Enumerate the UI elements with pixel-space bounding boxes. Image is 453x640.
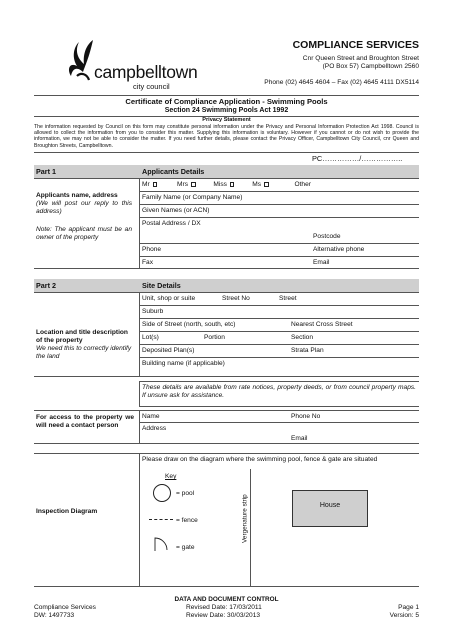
header-address-2: (PO Box 57) Campbelltown 2560 <box>322 63 419 70</box>
house-label: House <box>319 502 341 509</box>
logo-name: campbelltown <box>94 62 198 82</box>
title-miss-checkbox[interactable] <box>230 182 235 187</box>
pool-key-label: = pool <box>176 490 195 497</box>
site-details-note: These details are available from rate notices, property deeds, or from council property maps. If unsure ask for assistance. <box>142 384 416 399</box>
footer-title: DATA AND DOCUMENT CONTROL <box>174 596 279 603</box>
page-title: COMPLIANCE SERVICES <box>292 39 419 51</box>
part1-header-bar <box>34 165 419 178</box>
gate-key-label: = gate <box>176 544 195 551</box>
part2-label: Part 2 <box>36 281 56 290</box>
verge-label: Vergenature strip <box>241 494 249 544</box>
title-ms-label: Ms <box>252 181 262 188</box>
phone-field[interactable]: Phone <box>142 246 162 253</box>
part1-side-note: (We will post our reply to this address) <box>36 200 132 215</box>
email-field[interactable]: Email <box>313 259 330 266</box>
family-name-field[interactable]: Family Name (or Company Name) <box>142 194 243 201</box>
unit-field[interactable]: Unit, shop or suite <box>142 295 196 302</box>
part2-side-title: Location and title description of the property <box>36 329 128 344</box>
form-title: Certificate of Compliance Application - Swimming Pools <box>125 97 328 106</box>
street-no-field[interactable]: Street No <box>222 295 250 302</box>
key-label: Key <box>165 473 177 480</box>
footer-left-1: Compliance Services <box>34 604 96 611</box>
title-miss-label: Miss <box>213 181 227 188</box>
part1-side-note-2: Note: The applicant must be an owner of the property <box>36 226 132 241</box>
fence-key-icon <box>149 519 173 520</box>
privacy-text: The information requested by Council on this form may constitute personal information under the Privacy and Personal Information Protection Act 1998. Council is allowed to collect the information from you to consider this matter. Supplying this information is voluntary. However if you cannot or do not wish to provide the information, we may not be able to consider the matter. If you need further details, please contact the Privacy Officer, Campbelltown City Council, cnr Queen and Broughton Streets, Campbelltown. <box>34 124 419 149</box>
alt-phone-field[interactable]: Alternative phone <box>313 246 365 253</box>
title-mrs-label: Mrs <box>177 181 189 188</box>
postal-address-field[interactable]: Postal Address / DX <box>142 220 201 227</box>
lots-field[interactable]: Lot(s) <box>142 334 159 341</box>
portion-field[interactable]: Portion <box>204 334 225 341</box>
contact-address-field[interactable]: Address <box>142 425 167 432</box>
fax-field[interactable]: Fax <box>142 259 153 266</box>
part2-side-note: We need this to correctly identify the land <box>36 345 132 360</box>
given-names-field[interactable]: Given Names (or ACN) <box>142 207 210 214</box>
side-of-street-field[interactable]: Side of Street (north, south, etc) <box>142 321 236 328</box>
title-options <box>142 181 417 189</box>
footer-left-2: DW: 1497733 <box>34 612 75 619</box>
postcode-field[interactable]: Postcode <box>313 233 341 240</box>
pool-key-icon <box>153 484 171 502</box>
footer-revised-date: Revised Date: 17/03/2011 <box>186 604 262 611</box>
contact-phone-field[interactable]: Phone No <box>291 413 321 420</box>
street-field[interactable]: Street <box>279 295 297 302</box>
contact-email-field[interactable]: Email <box>291 435 308 442</box>
deposited-plan-field[interactable]: Deposited Plan(s) <box>142 347 195 354</box>
section-field[interactable]: Section <box>291 334 313 341</box>
access-side-title: For access to the property we will need a contact person <box>36 414 134 429</box>
inspection-side-title: Inspection Diagram <box>36 508 98 515</box>
privacy-heading: Privacy Statement <box>202 117 251 123</box>
fence-key-label: = fence <box>176 517 198 524</box>
strata-plan-field[interactable]: Strata Plan <box>291 347 324 354</box>
form-subtitle: Section 24 Swimming Pools Act 1992 <box>164 107 289 114</box>
footer-page: Page 1 <box>398 604 419 611</box>
title-mr-label: Mr <box>142 181 150 188</box>
title-other-label: Other <box>294 181 311 188</box>
pc-line: PC……………/…………….. <box>312 154 403 163</box>
footer-version: Version: 5 <box>389 612 419 619</box>
part2-heading: Site Details <box>142 281 181 290</box>
nearest-cross-street-field[interactable]: Nearest Cross Street <box>291 321 353 328</box>
header-phone: Phone (02) 4645 4604 – Fax (02) 4645 4111 DX5114 <box>264 79 419 86</box>
contact-name-field[interactable]: Name <box>142 413 160 420</box>
part1-label: Part 1 <box>36 167 56 176</box>
gate-key-icon <box>153 536 169 552</box>
part2-header-bar <box>34 279 419 292</box>
logo-sub: city council <box>133 82 170 91</box>
footer-review-date: Review Date: 30/03/2013 <box>186 612 261 619</box>
inspection-instruction: Please draw on the diagram where the swimming pool, fence & gate are situated <box>142 456 378 463</box>
header-address-1: Cnr Queen Street and Broughton Street <box>302 55 419 62</box>
part1-heading: Applicants Details <box>142 167 205 176</box>
building-name-field[interactable]: Building name (if applicable) <box>142 360 225 367</box>
title-ms-checkbox[interactable] <box>264 182 269 187</box>
title-mrs-checkbox[interactable] <box>191 182 196 187</box>
part1-side-title: Applicants name, address <box>36 192 118 199</box>
title-mr-checkbox[interactable] <box>153 182 158 187</box>
suburb-field[interactable]: Suburb <box>142 308 164 315</box>
